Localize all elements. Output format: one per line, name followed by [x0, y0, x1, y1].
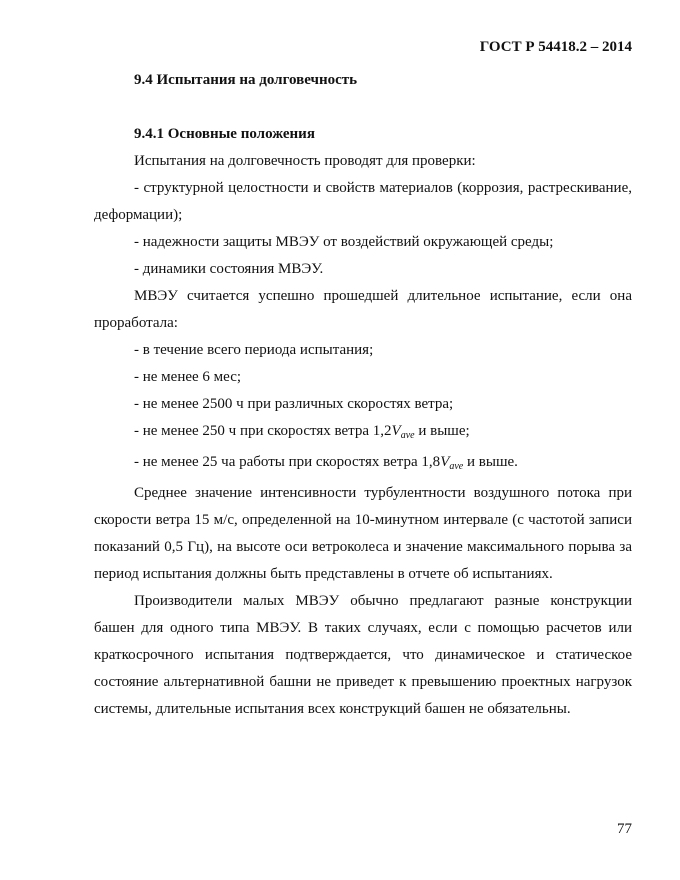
condition-item: - не менее 250 ч при скоростях ветра $1,2V_{ave}$ и выше;: [134, 423, 470, 441]
section-title: 9.4 Испытания на долговечность: [134, 72, 358, 88]
condition-item: - не менее 6 мес;: [134, 369, 242, 385]
condition-item: - не менее 2500 ч при различных скоростях ветра;: [134, 396, 454, 412]
towers-paragraph: Производители малых МВЭУ обычно предлагают разные конструкции башен для одного типа МВЭУ. В таких случаях, если с помощью расчетов или краткосрочного испытания подтверждается, что динамическое и статическое состояние альтернативной башни не приведет к превышению проектных нагрузок системы, длительные испытания всех конструкций башен не обязательны.: [94, 593, 632, 717]
check-item: - надежности защиты МВЭУ от воздействий окружающей среды;: [134, 234, 554, 250]
condition-item: - в течение всего периода испытания;: [134, 342, 374, 358]
check-item: - динамики состояния МВЭУ.: [134, 261, 324, 277]
success-paragraph: МВЭУ считается успешно прошедшей длительное испытание, если она проработала:: [94, 288, 632, 331]
subsection-title: 9.4.1 Основные положения: [134, 126, 315, 142]
condition-item: - не менее 25 ча работы при скоростях ветра $1,8V_{ave}$ и выше.: [134, 454, 518, 472]
turbulence-paragraph: Среднее значение интенсивности турбулентности воздушного потока при скорости ветра 15 м/с, определенной на 10-минутном интервале (с частотой записи показаний 0,5 Гц), на высоте оси ветроколеса и значение максимального порыва за период испытания должны быть представлены в отчете об испытаниях.: [94, 485, 632, 582]
intro-paragraph: Испытания на долговечность проводят для проверки:: [134, 153, 476, 169]
standard-header: ГОСТ Р 54418.2 – 2014: [479, 39, 632, 55]
document-body: [94, 67, 632, 723]
check-item: - структурной целостности и свойств материалов (коррозия, растрескивание, деформации);: [94, 180, 632, 223]
page-number: 77: [617, 821, 632, 837]
